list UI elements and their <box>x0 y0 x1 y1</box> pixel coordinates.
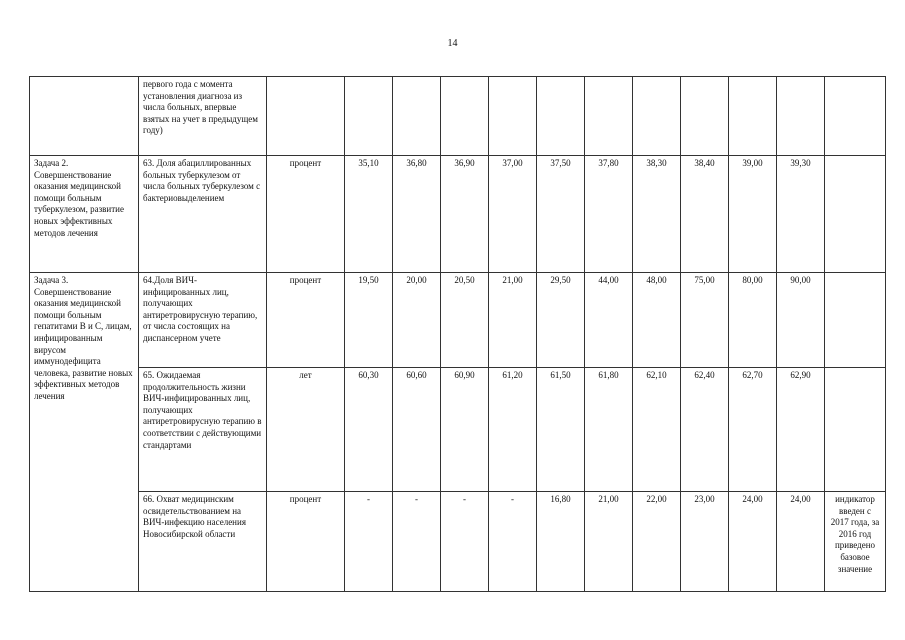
value-cell: 23,00 <box>681 492 729 592</box>
indicator-cell: 65. Ожидаемая продолжительность жизни ВИЧ-инфицированных лиц, получающих антиретровирусную терапию в соответствии с действующими стандартами <box>139 368 267 492</box>
unit-cell: процент <box>267 156 345 273</box>
value-cell: 44,00 <box>585 273 633 368</box>
task-cell <box>30 77 139 156</box>
value-cell: 36,80 <box>393 156 441 273</box>
indicator-cell: 64.Доля ВИЧ-инфицированных лиц, получающих антиретровирусную терапию, от числа состоящих на диспансерном учете <box>139 273 267 368</box>
table-row <box>30 492 886 592</box>
value-cell <box>777 77 825 156</box>
value-cell: 37,50 <box>537 156 585 273</box>
table-row <box>30 273 886 368</box>
value-cell: 62,40 <box>681 368 729 492</box>
value-cell: 80,00 <box>729 273 777 368</box>
value-cell: 61,80 <box>585 368 633 492</box>
value-cell: 60,30 <box>345 368 393 492</box>
value-cell: 61,50 <box>537 368 585 492</box>
note-cell <box>825 156 886 273</box>
value-cell: 24,00 <box>777 492 825 592</box>
unit-cell: процент <box>267 273 345 368</box>
note-cell: индикатор введен с 2017 года, за 2016 год приведено базовое значение <box>825 492 886 592</box>
value-cell: 36,90 <box>441 156 489 273</box>
value-cell: 62,90 <box>777 368 825 492</box>
value-cell: 60,60 <box>393 368 441 492</box>
value-cell: 19,50 <box>345 273 393 368</box>
value-cell: 16,80 <box>537 492 585 592</box>
value-cell: - <box>393 492 441 592</box>
table-row <box>30 77 886 156</box>
page-number: 14 <box>447 38 458 49</box>
value-cell: - <box>489 492 537 592</box>
value-cell: 21,00 <box>585 492 633 592</box>
value-cell: - <box>441 492 489 592</box>
value-cell: 37,00 <box>489 156 537 273</box>
value-cell: 38,30 <box>633 156 681 273</box>
value-cell: - <box>345 492 393 592</box>
value-cell: 20,50 <box>441 273 489 368</box>
value-cell: 24,00 <box>729 492 777 592</box>
value-cell <box>633 77 681 156</box>
indicators-table <box>29 76 886 592</box>
unit-cell: процент <box>267 492 345 592</box>
value-cell: 35,10 <box>345 156 393 273</box>
unit-cell: лет <box>267 368 345 492</box>
value-cell: 29,50 <box>537 273 585 368</box>
value-cell <box>489 77 537 156</box>
value-cell <box>345 77 393 156</box>
value-cell <box>441 77 489 156</box>
value-cell: 39,00 <box>729 156 777 273</box>
value-cell <box>393 77 441 156</box>
value-cell: 75,00 <box>681 273 729 368</box>
value-cell: 21,00 <box>489 273 537 368</box>
value-cell: 48,00 <box>633 273 681 368</box>
note-cell <box>825 273 886 368</box>
value-cell <box>729 77 777 156</box>
value-cell <box>585 77 633 156</box>
unit-cell <box>267 77 345 156</box>
value-cell: 38,40 <box>681 156 729 273</box>
indicator-cell: 63. Доля абациллированных больных туберкулезом от числа больных туберкулезом с бактериовыделением <box>139 156 267 273</box>
table-row <box>30 156 886 273</box>
value-cell <box>681 77 729 156</box>
note-cell <box>825 77 886 156</box>
note-cell <box>825 368 886 492</box>
table-row <box>30 368 886 492</box>
value-cell: 62,10 <box>633 368 681 492</box>
value-cell <box>537 77 585 156</box>
value-cell: 60,90 <box>441 368 489 492</box>
value-cell: 22,00 <box>633 492 681 592</box>
indicator-cell: 66. Охват медицинским освидетельствованием на ВИЧ-инфекцию населения Новосибирской области <box>139 492 267 592</box>
value-cell: 90,00 <box>777 273 825 368</box>
value-cell: 39,30 <box>777 156 825 273</box>
value-cell: 62,70 <box>729 368 777 492</box>
task-cell: Задача 3. Совершенствование оказания медицинской помощи больным гепатитами В и С, лицам, инфицированным вирусом иммунодефицита человека, развитие новых эффективных методов лечения <box>30 273 139 592</box>
indicator-cell: первого года с момента установления диагноза из числа больных, впервые взятых на учет в предыдущем году) <box>139 77 267 156</box>
value-cell: 20,00 <box>393 273 441 368</box>
value-cell: 61,20 <box>489 368 537 492</box>
task-cell: Задача 2. Совершенствование оказания медицинской помощи больным туберкулезом, развитие новых эффективных методов лечения <box>30 156 139 273</box>
value-cell: 37,80 <box>585 156 633 273</box>
